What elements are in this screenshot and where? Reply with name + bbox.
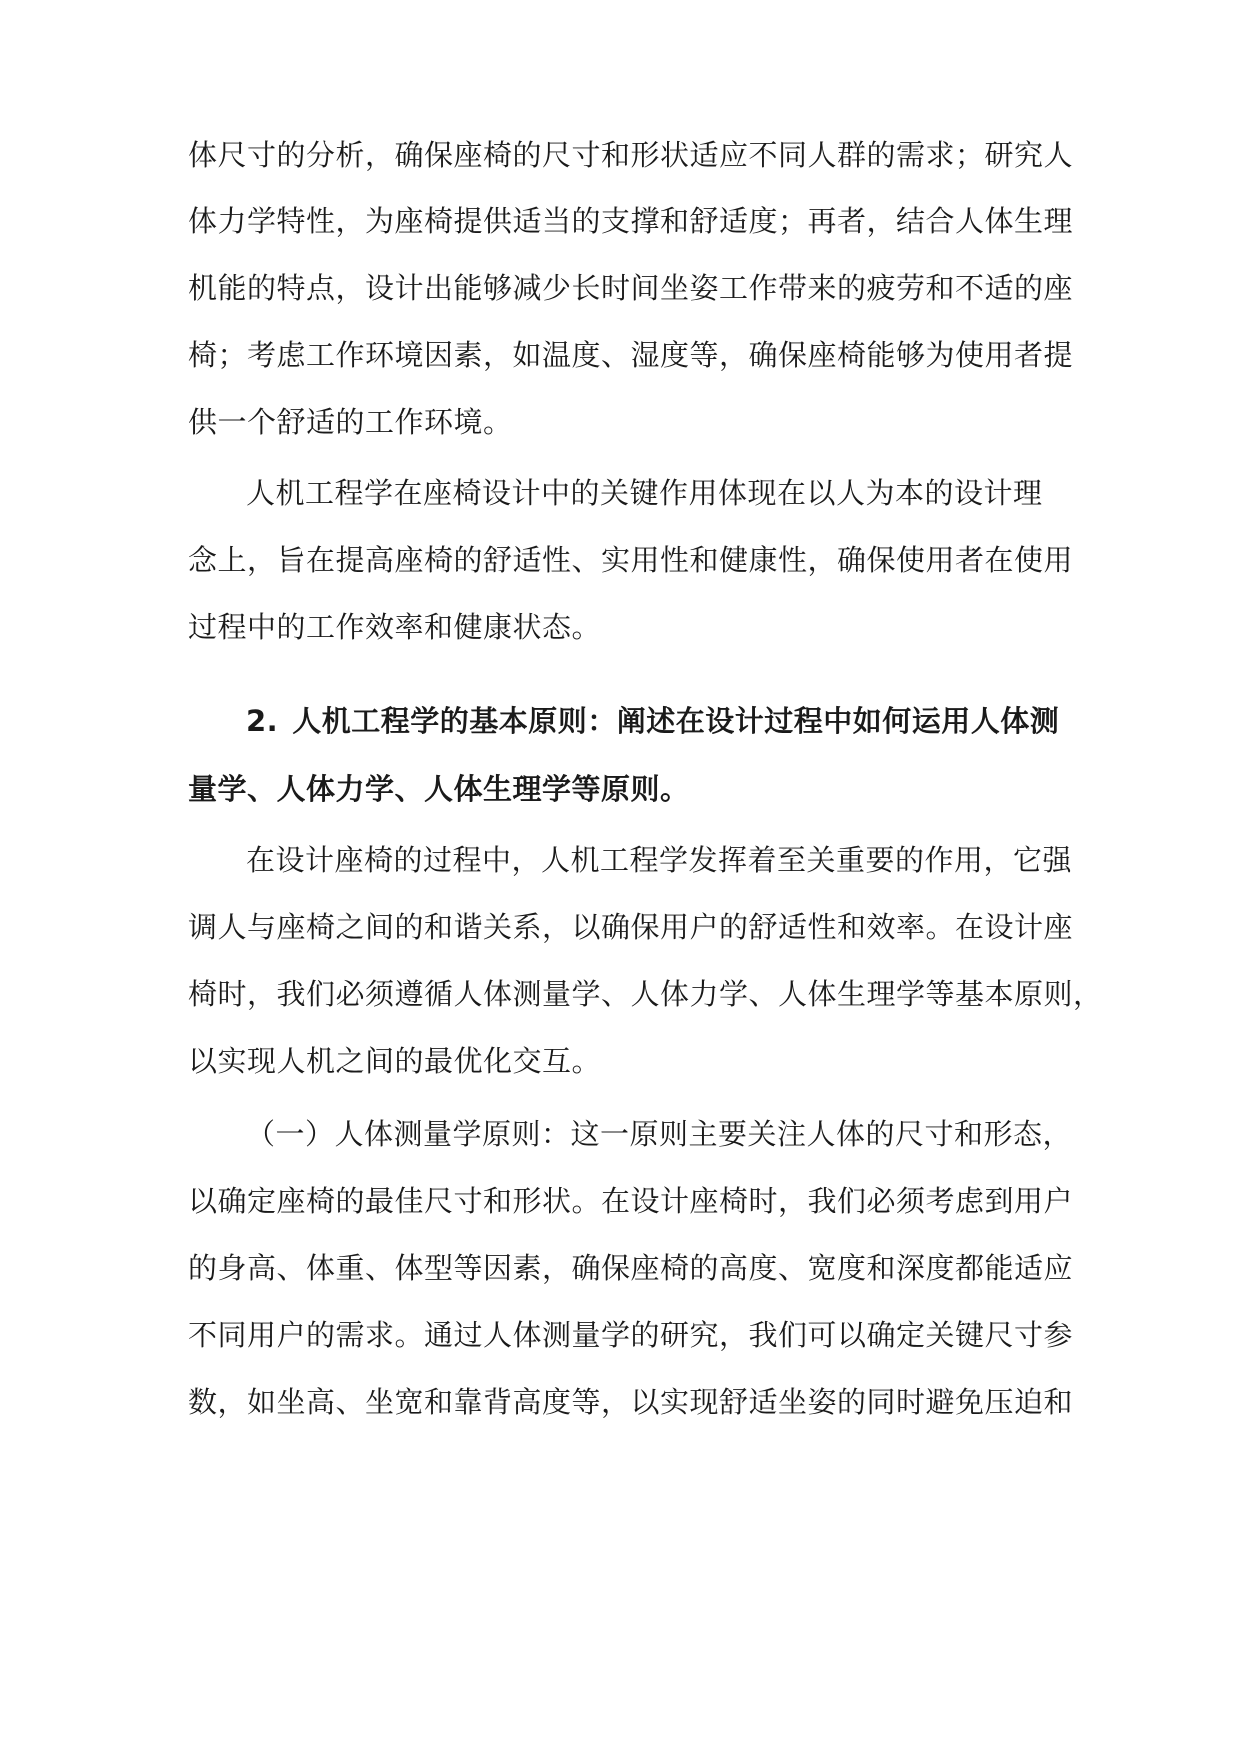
paragraph-line: 椅；考虑工作环境因素，如温度、湿度等，确保座椅能够为使用者提	[188, 338, 1074, 372]
paragraph-line: 数，如坐高、坐宽和靠背高度等，以实现舒适坐姿的同时避免压迫和	[188, 1385, 1074, 1419]
paragraph-line: 以确定座椅的最佳尺寸和形状。在设计座椅时，我们必须考虑到用户	[188, 1184, 1074, 1218]
paragraph-line: （一）人体测量学原则：这一原则主要关注人体的尺寸和形态，	[246, 1117, 1073, 1151]
paragraph-line: 在设计座椅的过程中，人机工程学发挥着至关重要的作用，它强	[246, 843, 1073, 877]
section-heading-continuation: 量学、人体力学、人体生理学等原则。	[188, 772, 690, 806]
paragraph-line: 不同用户的需求。通过人体测量学的研究，我们可以确定关键尺寸参	[188, 1318, 1074, 1352]
paragraph-line: 体力学特性，为座椅提供适当的支撑和舒适度；再者，结合人体生理	[188, 204, 1074, 238]
paragraph-line: 过程中的工作效率和健康状态。	[188, 610, 602, 644]
paragraph-line: 供一个舒适的工作环境。	[188, 405, 513, 439]
section-number: 2.	[246, 704, 279, 738]
paragraph-line: 调人与座椅之间的和谐关系，以确保用户的舒适性和效率。在设计座	[188, 910, 1074, 944]
paragraph-line: 椅时，我们必须遵循人体测量学、人体力学、人体生理学等基本原则，	[188, 977, 1103, 1011]
section-heading-text: 人机工程学的基本原则：阐述在设计过程中如何运用人体测	[292, 704, 1060, 738]
paragraph-line: 的身高、体重、体型等因素，确保座椅的高度、宽度和深度都能适应	[188, 1251, 1074, 1285]
paragraph-line: 以实现人机之间的最优化交互。	[188, 1044, 602, 1078]
paragraph-line: 体尺寸的分析，确保座椅的尺寸和形状适应不同人群的需求；研究人	[188, 138, 1074, 172]
paragraph-line: 人机工程学在座椅设计中的关键作用体现在以人为本的设计理	[246, 476, 1043, 510]
paragraph-line: 机能的特点，设计出能够减少长时间坐姿工作带来的疲劳和不适的座	[188, 271, 1074, 305]
paragraph-line: 念上，旨在提高座椅的舒适性、实用性和健康性，确保使用者在使用	[188, 543, 1074, 577]
section-heading	[246, 696, 1058, 746]
